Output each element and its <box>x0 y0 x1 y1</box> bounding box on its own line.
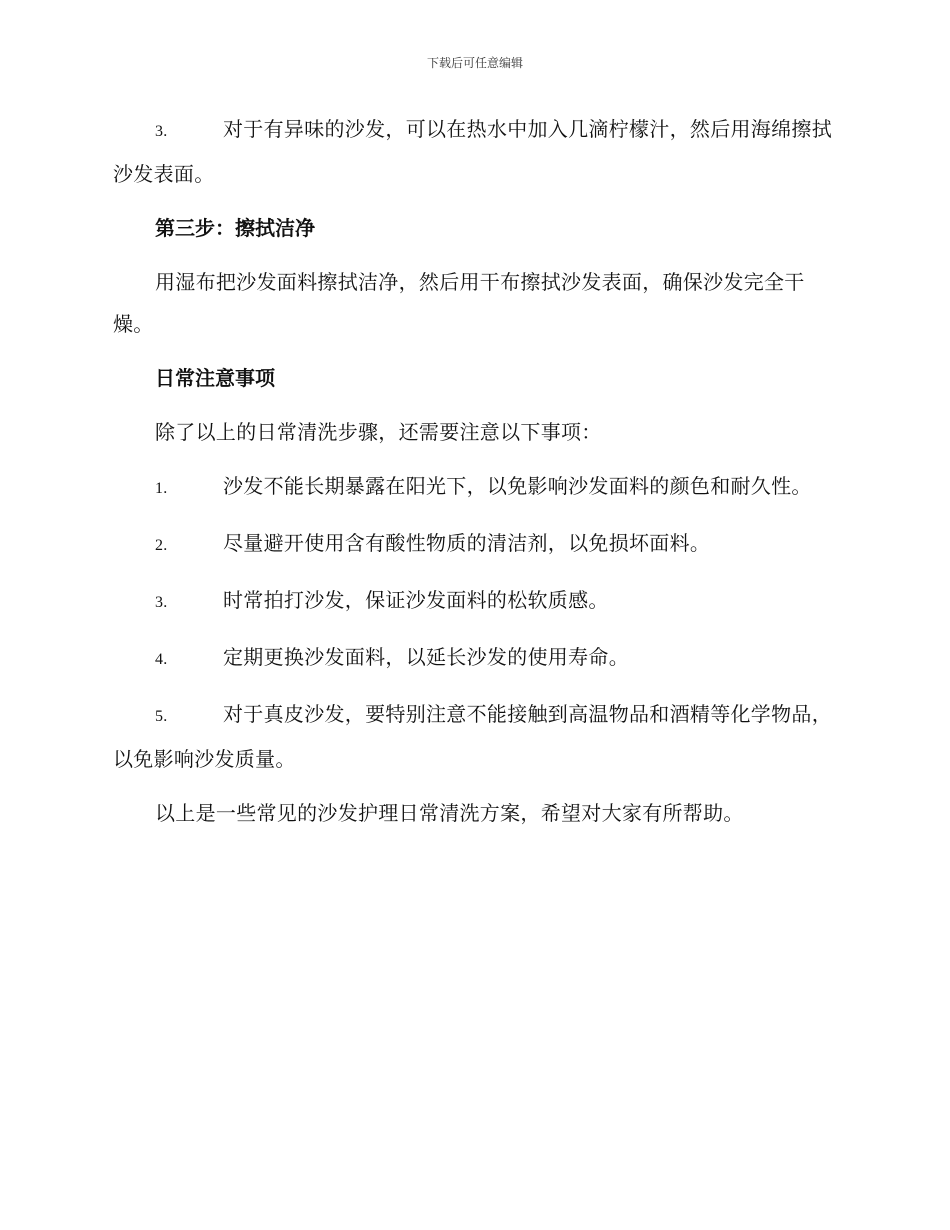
list-text: 对于真皮沙发，要特别注意不能接触到高温物品和酒精等化学物品，以免影响沙发质量。 <box>113 702 832 771</box>
paragraph: 以上是一些常见的沙发护理日常清洗方案，希望对大家有所帮助。 <box>155 801 744 825</box>
list-number: 5. <box>155 708 168 725</box>
list-item <box>113 693 838 780</box>
document-body <box>113 108 838 846</box>
list-text: 定期更换沙发面料，以延长沙发的使用寿命。 <box>223 645 629 669</box>
list-number: 3. <box>155 123 168 140</box>
list-item <box>113 465 838 510</box>
list-item <box>113 108 838 195</box>
list-number: 2. <box>155 537 168 554</box>
list-text: 时常拍打沙发，保证沙发面料的松软质感。 <box>223 588 609 612</box>
list-number: 3. <box>155 594 168 611</box>
list-item <box>113 579 838 624</box>
page-header: 下载后可任意编辑 <box>426 56 523 70</box>
paragraph: 用湿布把沙发面料擦拭洁净，然后用干布擦拭沙发表面，确保沙发完全干燥。 <box>113 270 805 336</box>
list-number: 4. <box>155 651 168 668</box>
section-heading: 第三步：擦拭洁净 <box>155 216 315 240</box>
list-item <box>113 636 838 681</box>
section-heading: 日常注意事项 <box>155 366 275 390</box>
list-number: 1. <box>155 480 168 497</box>
list-text: 对于有异味的沙发，可以在热水中加入几滴柠檬汁，然后用海绵擦拭沙发表面。 <box>113 117 832 186</box>
paragraph: 除了以上的日常清洗步骤，还需要注意以下事项： <box>155 420 602 444</box>
list-text: 沙发不能长期暴露在阳光下，以免影响沙发面料的颜色和耐久性。 <box>223 474 812 498</box>
list-text: 尽量避开使用含有酸性物质的清洁剂，以免损坏面料。 <box>223 531 711 555</box>
list-item <box>113 522 838 567</box>
